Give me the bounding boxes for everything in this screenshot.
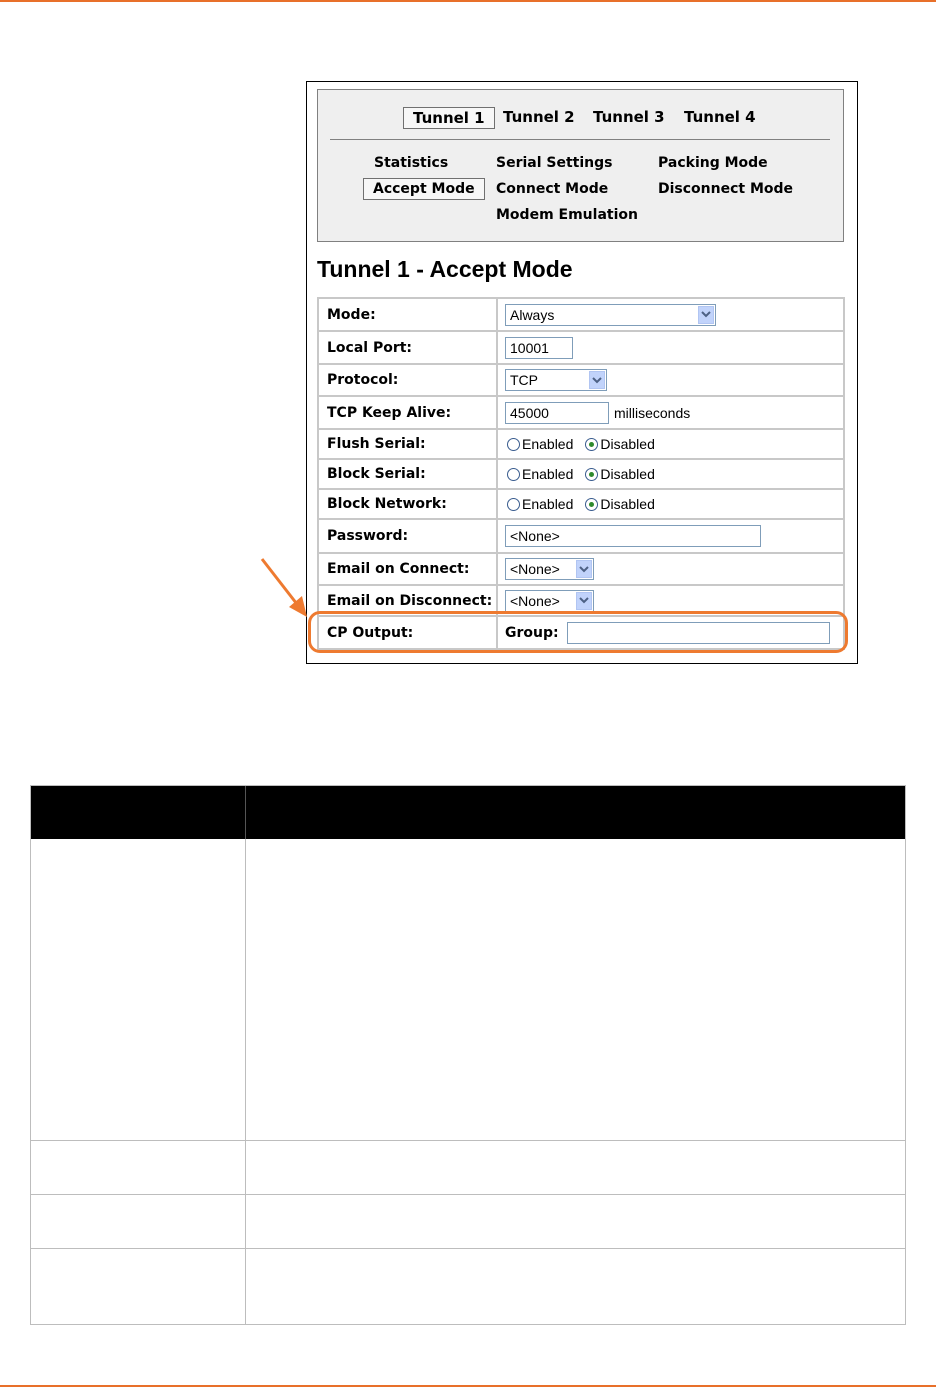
mode-label: Mode: (319, 299, 498, 330)
cp-output-label: CP Output: (319, 617, 498, 648)
accept-mode-form (317, 297, 845, 650)
block-serial-disabled-radio[interactable] (585, 468, 598, 481)
protocol-select-value: TCP (510, 372, 538, 388)
email-on-disconnect-label: Email on Disconnect: (319, 586, 498, 615)
protocol-label: Protocol: (319, 365, 498, 395)
chevron-down-icon (589, 371, 605, 389)
flush-serial-enabled-label: Enabled (522, 436, 574, 452)
form-row-block-serial (319, 460, 843, 490)
block-network-enabled-label: Enabled (522, 496, 574, 512)
settings-description-table (30, 785, 906, 1325)
tab-tunnel-1[interactable]: Tunnel 1 (403, 107, 495, 129)
chevron-down-icon (576, 592, 592, 610)
nav-packing-mode[interactable]: Packing Mode (658, 155, 768, 171)
nav-accept-mode[interactable]: Accept Mode (363, 178, 485, 200)
web-manager-screenshot (306, 81, 858, 664)
table-row-divider (31, 1140, 905, 1141)
flush-serial-label: Flush Serial: (319, 430, 498, 458)
mode-select-value: Always (510, 306, 555, 323)
block-serial-disabled-label: Disabled (600, 466, 655, 482)
flush-serial-disabled-label: Disabled (600, 436, 655, 452)
flush-serial-disabled-radio[interactable] (585, 438, 598, 451)
local-port-label: Local Port: (319, 332, 498, 363)
block-network-disabled-label: Disabled (600, 496, 655, 512)
callout-arrow-icon (255, 555, 315, 625)
nav-statistics[interactable]: Statistics (374, 155, 449, 171)
form-row-local-port (319, 332, 843, 365)
nav-disconnect-mode[interactable]: Disconnect Mode (658, 181, 794, 197)
protocol-select[interactable] (505, 369, 607, 391)
page-title: Tunnel 1 - Accept Mode (317, 256, 573, 282)
tab-tunnel-3[interactable]: Tunnel 3 (593, 108, 665, 126)
form-row-flush-serial (319, 430, 843, 460)
email-on-disconnect-select[interactable] (505, 590, 594, 612)
password-input[interactable]: <None> (505, 525, 761, 547)
form-row-block-network (319, 490, 843, 520)
tab-tunnel-2[interactable]: Tunnel 2 (503, 108, 575, 126)
table-header (31, 786, 905, 839)
cp-output-group-label: Group: (505, 624, 559, 641)
email-on-connect-label: Email on Connect: (319, 554, 498, 584)
chevron-down-icon (698, 306, 714, 324)
tcp-keep-alive-label: TCP Keep Alive: (319, 397, 498, 428)
password-label: Password: (319, 520, 498, 552)
email-on-connect-select[interactable] (505, 558, 594, 580)
top-rule (0, 0, 936, 2)
block-serial-label: Block Serial: (319, 460, 498, 488)
block-network-disabled-radio[interactable] (585, 498, 598, 511)
tab-tunnel-4[interactable]: Tunnel 4 (684, 108, 756, 126)
cp-output-highlight (308, 611, 848, 653)
block-serial-enabled-label: Enabled (522, 466, 574, 482)
block-network-enabled-radio[interactable] (507, 498, 520, 511)
form-row-tcp-keep-alive (319, 397, 843, 430)
form-row-password (319, 520, 843, 554)
nav-modem-emulation[interactable]: Modem Emulation (496, 207, 638, 223)
nav-divider (330, 139, 830, 140)
block-network-label: Block Network: (319, 490, 498, 518)
email-on-disconnect-value: <None> (510, 592, 560, 609)
table-header-divider (245, 786, 246, 839)
form-row-protocol (319, 365, 843, 397)
flush-serial-enabled-radio[interactable] (507, 438, 520, 451)
email-on-connect-value: <None> (510, 561, 560, 577)
form-row-email-on-connect (319, 554, 843, 586)
tunnel-nav-panel (317, 89, 844, 242)
chevron-down-icon (576, 560, 592, 578)
table-row-divider (31, 1248, 905, 1249)
table-column-divider (245, 839, 246, 1324)
tcp-keep-alive-unit: milliseconds (614, 404, 691, 421)
nav-serial-settings[interactable]: Serial Settings (496, 155, 613, 171)
tcp-keep-alive-input[interactable]: 45000 (505, 402, 609, 424)
local-port-input[interactable]: 10001 (505, 337, 573, 359)
mode-select[interactable] (505, 304, 716, 326)
block-serial-enabled-radio[interactable] (507, 468, 520, 481)
table-row-divider (31, 1194, 905, 1195)
form-row-mode (319, 299, 843, 332)
nav-connect-mode[interactable]: Connect Mode (496, 181, 609, 197)
